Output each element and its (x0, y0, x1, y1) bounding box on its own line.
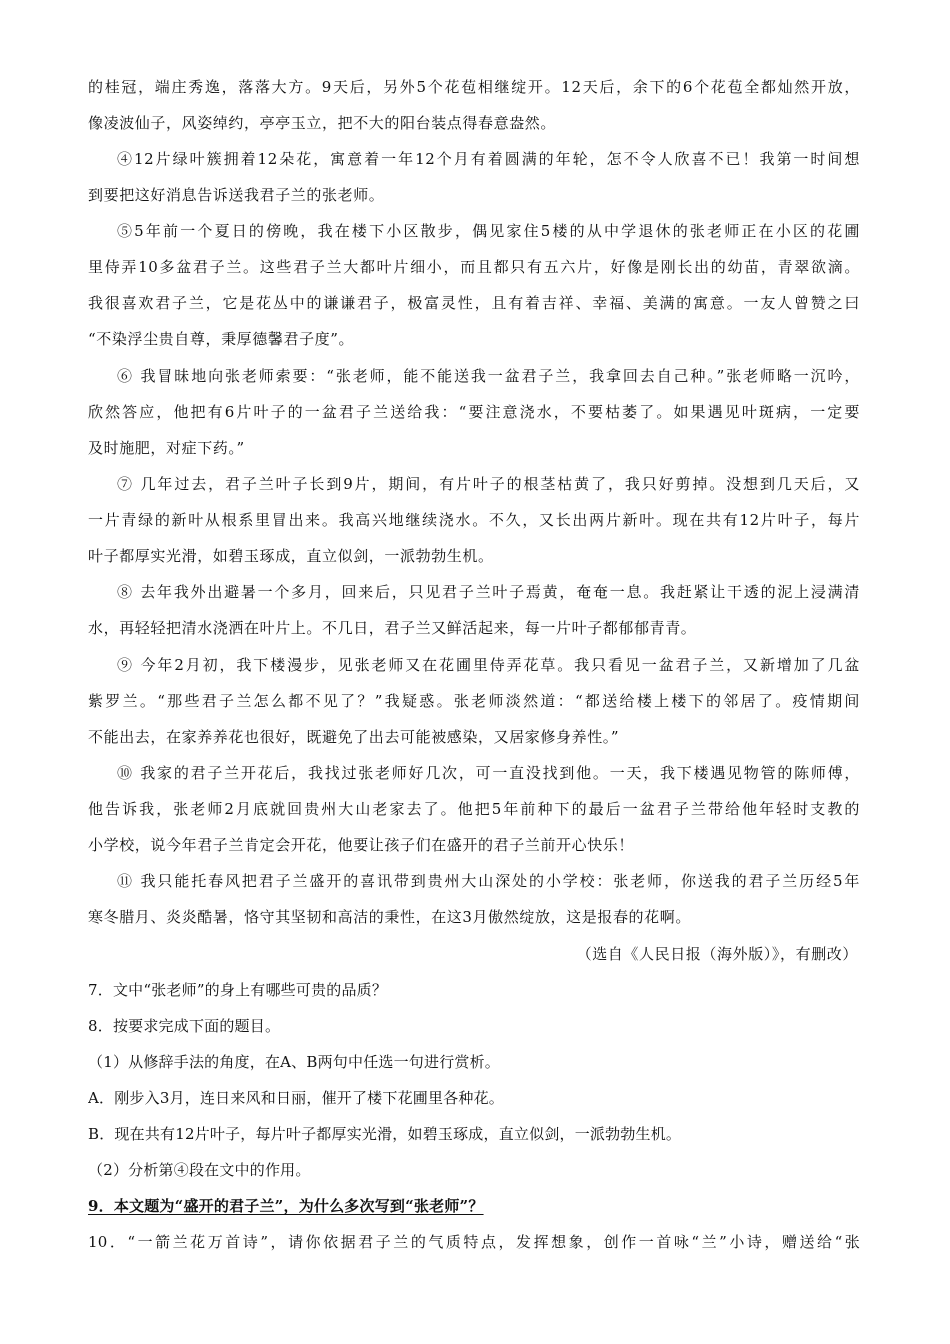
question-9: 9．本文题为“盛开的君子兰”，为什么多次写到“张老师”？ (88, 1197, 484, 1215)
paragraph-5-line-1: ⑤5年前一个夏日的傍晚，我在楼下小区散步，偶见家住5楼的从中学退休的张老师正在小区的花圃 (117, 222, 860, 240)
paragraph-9-line-3: 不能出去，在家养养花也很好，既避免了出去可能被感染，又居家修身养性。” (88, 728, 620, 746)
paragraph-8-line-1: ⑧ 去年我外出避暑一个多月，回来后，只见君子兰叶子焉黄，奄奄一息。我赶紧让干透的泥上浸满清 (117, 583, 860, 601)
question-8-option-b: B．现在共有12片叶子，每片叶子都厚实光滑，如碧玉琢成，直立似剑，一派勃勃生机。 (88, 1125, 682, 1143)
paragraph-4-line-1: ④12片绿叶簇拥着12朵花，寓意着一年12个月有着圆满的年轮，怎不令人欣喜不已！我第一时间想 (117, 150, 860, 168)
paragraph-5-line-4: “不染浮尘贵自尊，秉厚德馨君子度”。 (88, 330, 355, 348)
paragraph-10-line-1: ⑩ 我家的君子兰开花后，我找过张老师好几次，可一直没找到他。一天，我下楼遇见物管的陈师傅， (117, 764, 860, 782)
question-8-option-a: A．刚步入3月，连日来风和日丽，催开了楼下花圃里各种花。 (88, 1089, 504, 1107)
paragraph-10-line-3: 小学校，说今年君子兰肯定会开花，他要让孩子们在盛开的君子兰前开心快乐！ (88, 836, 635, 854)
question-10: 10．“一箭兰花万首诗”，请你依据君子兰的气质特点，发挥想象，创作一首咏“兰”小诗，赠送给“张 (88, 1233, 860, 1251)
paragraph-5-line-2: 里侍弄10多盆君子兰。这些君子兰大都叶片细小，而且都只有五六片，好像是刚长出的幼苗，青翠欲滴。 (88, 258, 860, 276)
question-7: 7．文中“张老师”的身上有哪些可贵的品质？ (88, 981, 388, 999)
question-8-part-2: （2）分析第④段在文中的作用。 (88, 1161, 311, 1179)
paragraph-6-line-1: ⑥ 我冒昧地向张老师索要：“张老师，能不能送我一盆君子兰，我拿回去自己种。”张老师略一沉吟， (117, 367, 860, 385)
paragraph-11-line-1: ⑪ 我只能托春风把君子兰盛开的喜讯带到贵州大山深处的小学校：张老师，你送我的君子兰历经5年 (117, 872, 860, 890)
paragraph-6-line-3: 及时施肥，对症下药。” (88, 439, 245, 457)
question-8-part-1: （1）从修辞手法的角度，在A、B两句中任选一句进行赏析。 (88, 1053, 501, 1071)
paragraph-7-line-1: ⑦ 几年过去，君子兰叶子长到9片，期间，有片叶子的根茎枯黄了，我只好剪掉。没想到几天后，又 (117, 475, 860, 493)
paragraph-3-line-1: 的桂冠，端庄秀逸，落落大方。9天后，另外5个花苞相继绽开。12天后，余下的6个花苞全都灿然开放， (88, 78, 860, 96)
source-citation: （选自《人民日报（海外版）》，有删改） (576, 945, 858, 963)
paragraph-9-line-1: ⑨ 今年2月初，我下楼漫步，见张老师又在花圃里侍弄花草。我只看见一盆君子兰，又新增加了几盆 (117, 656, 860, 674)
paragraph-7-line-2: 一片青绿的新叶从根系里冒出来。我高兴地继续浇水。不久，又长出两片新叶。现在共有12片叶子，每片 (88, 511, 860, 529)
question-8: 8．按要求完成下面的题目。 (88, 1017, 281, 1035)
paragraph-5-line-3: 我很喜欢君子兰，它是花丛中的谦谦君子，极富灵性，且有着吉祥、幸福、美满的寓意。一友人曾赞之曰 (88, 294, 860, 312)
paragraph-3-line-2: 像凌波仙子，风姿绰约，亭亭玉立，把不大的阳台装点得春意盎然。 (88, 114, 557, 132)
paragraph-6-line-2: 欣然答应，他把有6片叶子的一盆君子兰送给我：“要注意浇水，不要枯萎了。如果遇见叶斑病，一定要 (88, 403, 860, 421)
paragraph-11-line-2: 寒冬腊月、炎炎酷暑，恪守其坚韧和高洁的秉性，在这3月傲然绽放，这是报春的花啊。 (88, 908, 691, 926)
paragraph-7-line-3: 叶子都厚实光滑，如碧玉琢成，直立似剑，一派勃勃生机。 (88, 547, 494, 565)
paragraph-4-line-2: 到要把这好消息告诉送我君子兰的张老师。 (88, 186, 385, 204)
paragraph-9-line-2: 紫罗兰。“那些君子兰怎么都不见了？”我疑惑。张老师淡然道：“都送给楼上楼下的邻居了。疫情期间 (88, 692, 860, 710)
paragraph-10-line-2: 他告诉我，张老师2月底就回贵州大山老家去了。他把5年前种下的最后一盆君子兰带给他年轻时支教的 (88, 800, 860, 818)
paragraph-8-line-2: 水，再轻轻把清水浇洒在叶片上。不几日，君子兰又鲜活起来，每一片叶子都郁郁青青。 (88, 619, 697, 637)
